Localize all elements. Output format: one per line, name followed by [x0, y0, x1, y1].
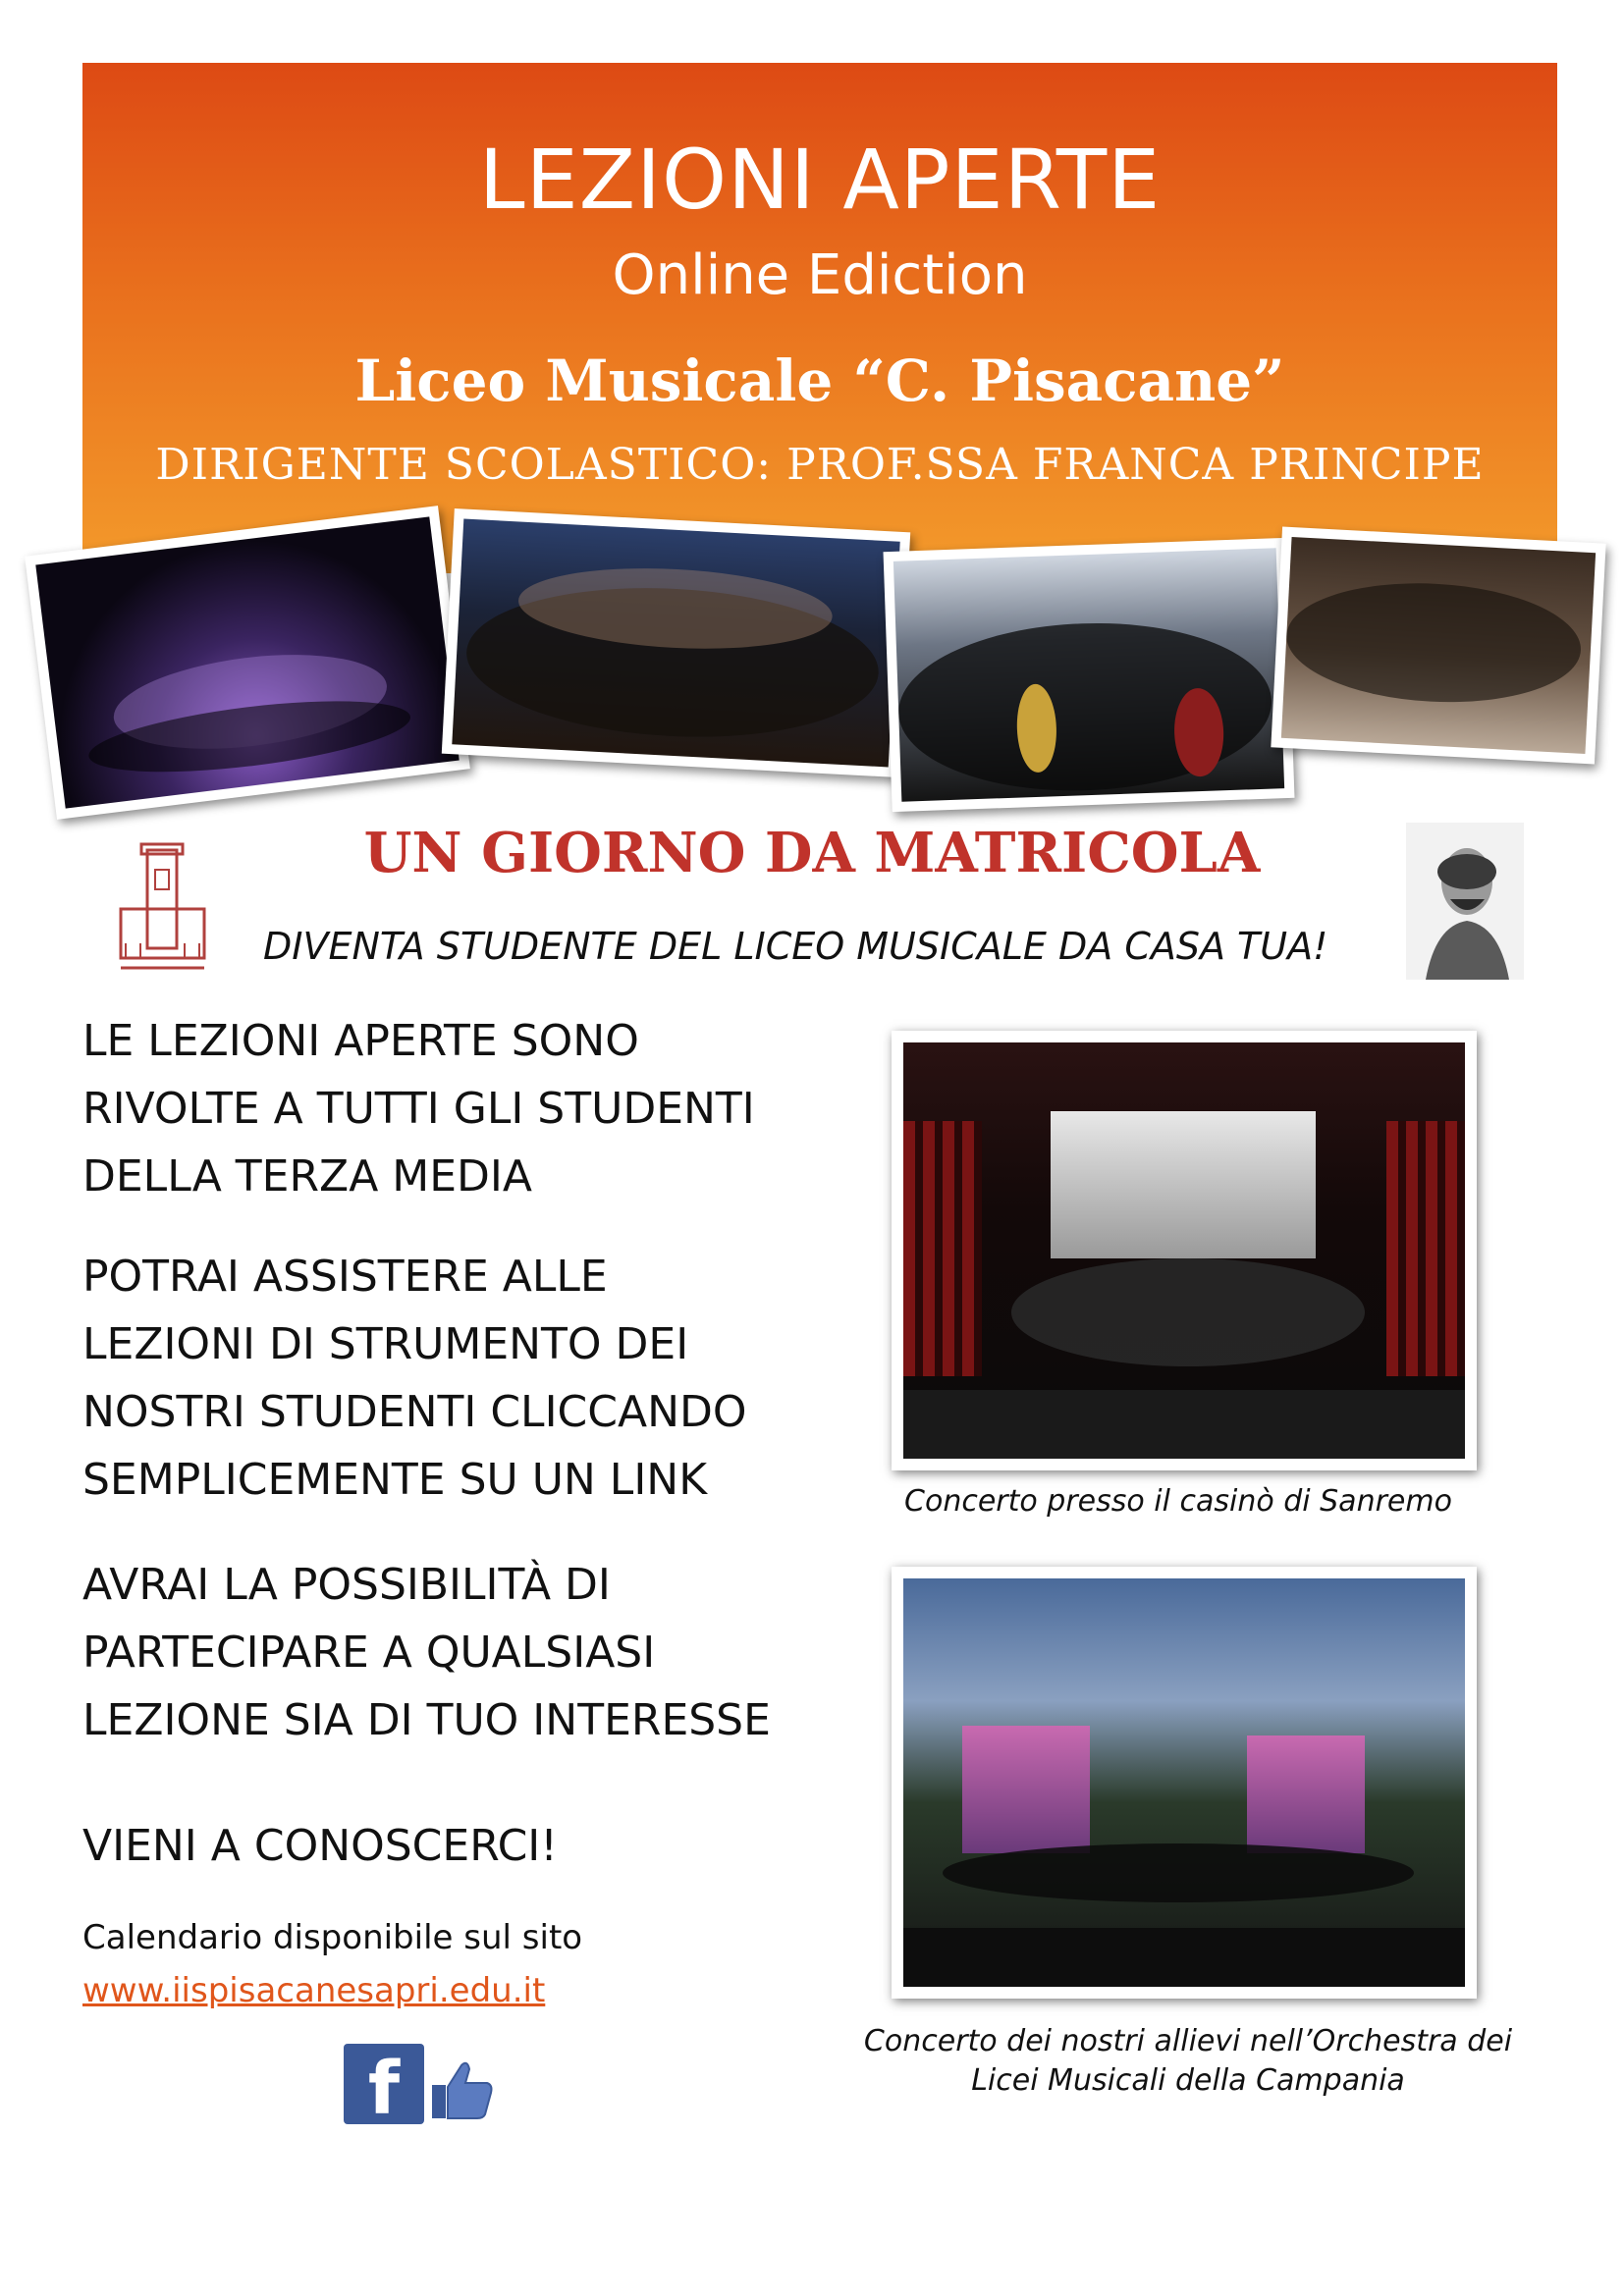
collage-photo-orchestra-purple	[25, 506, 470, 820]
facebook-icon[interactable]: f	[344, 2044, 424, 2124]
collage-photo-strings	[1271, 527, 1605, 765]
text-line: SEMPLICEMENTE SU UN LINK	[82, 1455, 708, 1505]
photo-orchestra-campania	[892, 1567, 1477, 1999]
thumbs-up-icon[interactable]	[428, 2056, 497, 2124]
school-name: Liceo Musicale “C. Pisacane”	[354, 347, 1285, 414]
text-line: LEZIONI DI STRUMENTO DEI	[82, 1319, 689, 1369]
text-line: POTRAI ASSISTERE ALLE	[82, 1252, 608, 1302]
website-link[interactable]: www.iispisacanesapri.edu.it	[82, 1971, 546, 2010]
caption-line: Licei Musicali della Campania	[971, 2063, 1405, 2098]
collage-photo-group	[442, 508, 910, 777]
paragraph-participation	[82, 1551, 771, 1754]
caption-line: Concerto dei nostri allievi nell’Orchestra dei	[863, 2024, 1513, 2058]
header-banner	[82, 63, 1557, 573]
paragraph-lessons	[82, 1243, 747, 1514]
text-line: PARTECIPARE A QUALSIASI	[82, 1628, 656, 1678]
photo-caption-sanremo: Concerto presso il casinò di Sanremo	[904, 1484, 1452, 1519]
text-line: NOSTRI STUDENTI CLICCANDO	[82, 1387, 747, 1437]
tagline: DIVENTA STUDENTE DEL LICEO MUSICALE DA CASA TUA!	[263, 925, 1328, 968]
text-line: DELLA TERZA MEDIA	[82, 1151, 533, 1201]
text-line: LEZIONE SIA DI TUO INTERESSE	[82, 1695, 771, 1745]
page-title: LEZIONI APERTE	[478, 132, 1162, 228]
text-line: RIVOLTE A TUTTI GLI STUDENTI	[82, 1084, 755, 1134]
photo-caption-campania	[844, 2022, 1532, 2101]
call-to-action: VIENI A CONOSCERCI!	[82, 1821, 558, 1871]
text-line: AVRAI LA POSSIBILITÀ DI	[82, 1560, 611, 1610]
principal-line: DIRIGENTE SCOLASTICO: PROF.SSA FRANCA PRINCIPE	[155, 440, 1485, 490]
calendar-label: Calendario disponibile sul sito	[82, 1918, 583, 1957]
paragraph-target-audience	[82, 1007, 755, 1210]
photo-sanremo-casino	[892, 1031, 1477, 1470]
collage-photo-band	[884, 538, 1295, 812]
edition-subtitle: Online Ediction	[612, 243, 1028, 307]
headline: UN GIORNO DA MATRICOLA	[363, 821, 1261, 885]
text-line: LE LEZIONI APERTE SONO	[82, 1016, 639, 1066]
pisacane-portrait	[1406, 823, 1524, 980]
